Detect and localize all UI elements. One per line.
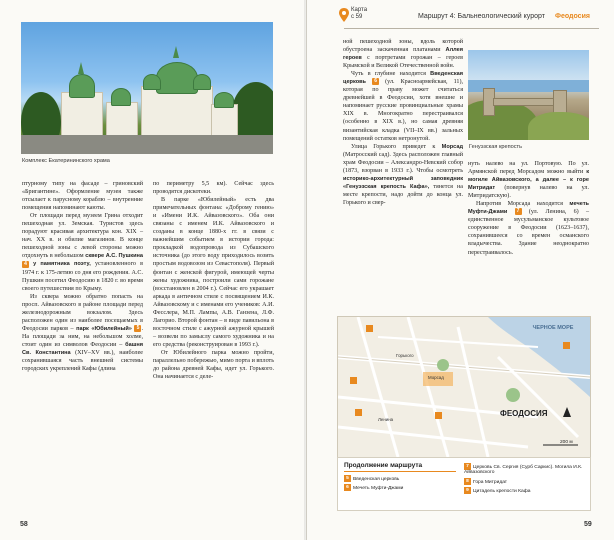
paragraph: Улица Горького приведет к Морсад (Матросский сад). Здесь расположен главный храм Феодосии – Александро-Невский собор (1873, взорван в 1933 г.). Чтобы осмотреть историко-архитектурный заповедник «Генуэзская крепость Кафа», тянется на месте крепости, надо дойти до конца ул. Горького и свер-: [343, 143, 463, 206]
route-point-badge: 7: [515, 208, 522, 215]
left-column-2: [153, 180, 274, 381]
legend-item: 5 Введенская церковь: [344, 475, 399, 482]
paragraph: От Юбилейного парка можно пройти, параллельно побережью, мимо порта и вплоть до района древней Кафы, идет ул. Горького. Она начинается с деле-: [153, 349, 274, 381]
street-label: Морсад: [428, 375, 444, 380]
map-reference: Карта с 59: [351, 7, 368, 20]
photo-caption: Генуэзская крепость: [469, 144, 523, 150]
map-drawing: [338, 317, 590, 457]
route-point-badge: 4: [22, 261, 29, 268]
photo-caption: Комплекс Екатерининского храма: [22, 158, 110, 164]
paragraph: Напротив Морсада находится мечеть Муфти-Джами 7 (ул. Ленина, 6) – единственное мусульманское культовое сооружение в Феодосии (1623–1637), сохранившееся со времен османского владычества. Здание неоднократно перестраивалось.: [468, 201, 590, 256]
city-map[interactable]: [337, 316, 591, 458]
paragraph: нуть налево на ул. Портовую. По ул. Армянской перед Морсадом можно выйти к могиле Айвазовского, а далее – к горе Митридат (повернув налево на ул. Митридатскую).: [468, 161, 589, 200]
route-title: Маршрут 4: Бальнеологический курорт: [418, 13, 545, 20]
legend-divider: [344, 471, 456, 472]
paragraph: ной пешеходной зоны, вдоль которой обустроена заскаченная платанами Аллея героев с портретами горожан – героев Крымской и Великой Отечественной войн.: [343, 39, 463, 70]
legend-item: 9 Цитадель крепости Кафа: [464, 487, 530, 494]
church-complex-photo: [21, 22, 273, 154]
left-column-1: [22, 180, 143, 373]
header-divider: [344, 28, 599, 29]
page-number: 59: [584, 521, 592, 528]
city-title: Феодосия: [555, 13, 590, 20]
map-legend: [337, 457, 591, 511]
page-number: 58: [20, 521, 28, 528]
street-label: Горького: [396, 353, 414, 358]
paragraph: От площади перед музеем Грина отходит пешеходная ул. Земская. Туристов здесь порадуют красивая архитектура кон. XIX – нач. XX в. и обилие магазинов. В конце пешеходной зоны с левой стороны можно отдохнуть в небольшом сквере А.С. Пушкина 4 у памятника поэту, установленного в 1974 г. к 175-летию со дня его рождения. А.С. Пушкин посетил Феодосию в 1820 г. во время своего путешествия по Крыму.: [22, 213, 144, 292]
street-label: Ленина: [378, 417, 394, 422]
paragraph: птурному типу на фасаде – гриновский «Бригантине». Оформление музея также отсылает к парусному кораблю – внутренние помещения напоминают каюты.: [22, 181, 143, 212]
legend-item: 6 Мечеть Муфти-Джами: [344, 484, 403, 491]
legend-item: 8 Гора Митридат: [464, 478, 507, 485]
legend-title: Продолжение маршрута: [344, 462, 423, 469]
paragraph: Из сквера можно обратно попасть на просп. Айвазовского в районе площади перед железнодорожным вокзалом. Здесь расположен один из наиболее посещаемых в Феодосии парков – парк «Юбилейный» 5 . На площади за ним, на небольшом холме, стоит один из символов Феодосии – башня Св. Константина (XIV–XV вв.), наиболее сохранившаяся часть внешней системы городских укреплений Кафы (длина: [22, 293, 143, 373]
genoese-fortress-photo: [468, 50, 589, 140]
route-point-badge: 5: [134, 325, 141, 332]
legend-item: 7 Церковь Св. Сергия (Сурб Саркис). Могила И.К. Айвазовского: [464, 464, 583, 475]
right-column-1: [343, 38, 463, 207]
map-pin-icon: [339, 8, 349, 27]
route-point-badge: 6: [372, 78, 379, 85]
city-map-label: ФЕОДОСИЯ: [500, 409, 548, 418]
paragraph: В парке «Юбилейный» есть два примечательных фонтана: «Доброму гению» и «Имени И.К. Айвазовского». Оба они связаны с именем И.К. Айвазовского и созданы в конце 1880-х гг. в связи с важнейшим событием в истории города: прокладкой водопровода из Субашского источника (до этого воду приходилось возить простым водовозом из Севастополя). Первый фонтан с женской фигурой, имеющей черты жены художника, построили сами горожане (восстановлен в 2004 г.). Сейчас его украшает аркада в античном стиле с посвящением И.К. Айвазовскому и с именами его учеников: А.И. Фесслера, М.П. Лампы, А.В. Ганзена, Л.Ф. Лагорио. Второй фонтан – в виде павильона в восточном стиле с ажурной ажурной крышей – возвели по замыслу самого художника и на его средства (реконструирован в 1993 г.).: [153, 197, 274, 348]
paragraph: по периметру 5,5 км). Сейчас здесь проводятся дискотеки.: [153, 181, 274, 196]
right-column-2: [468, 160, 589, 257]
map-scale: 200 м: [560, 440, 573, 445]
paragraph: Чуть в глубине находится Введенская церковь 6 (ул. Красноармейская, 11), которая по праву может считаться древнейшей в Феодосии, хотя внешне и напоминает русские провинциальные храмы XIX в. Многократно перестраивался (особенно в XIX в.), но самая древняя византийская кладка (VII–IX вв.) зальных помещений остатков нетронутой.: [343, 71, 463, 142]
sea-label: ЧЕРНОЕ МОРЕ: [532, 325, 574, 331]
